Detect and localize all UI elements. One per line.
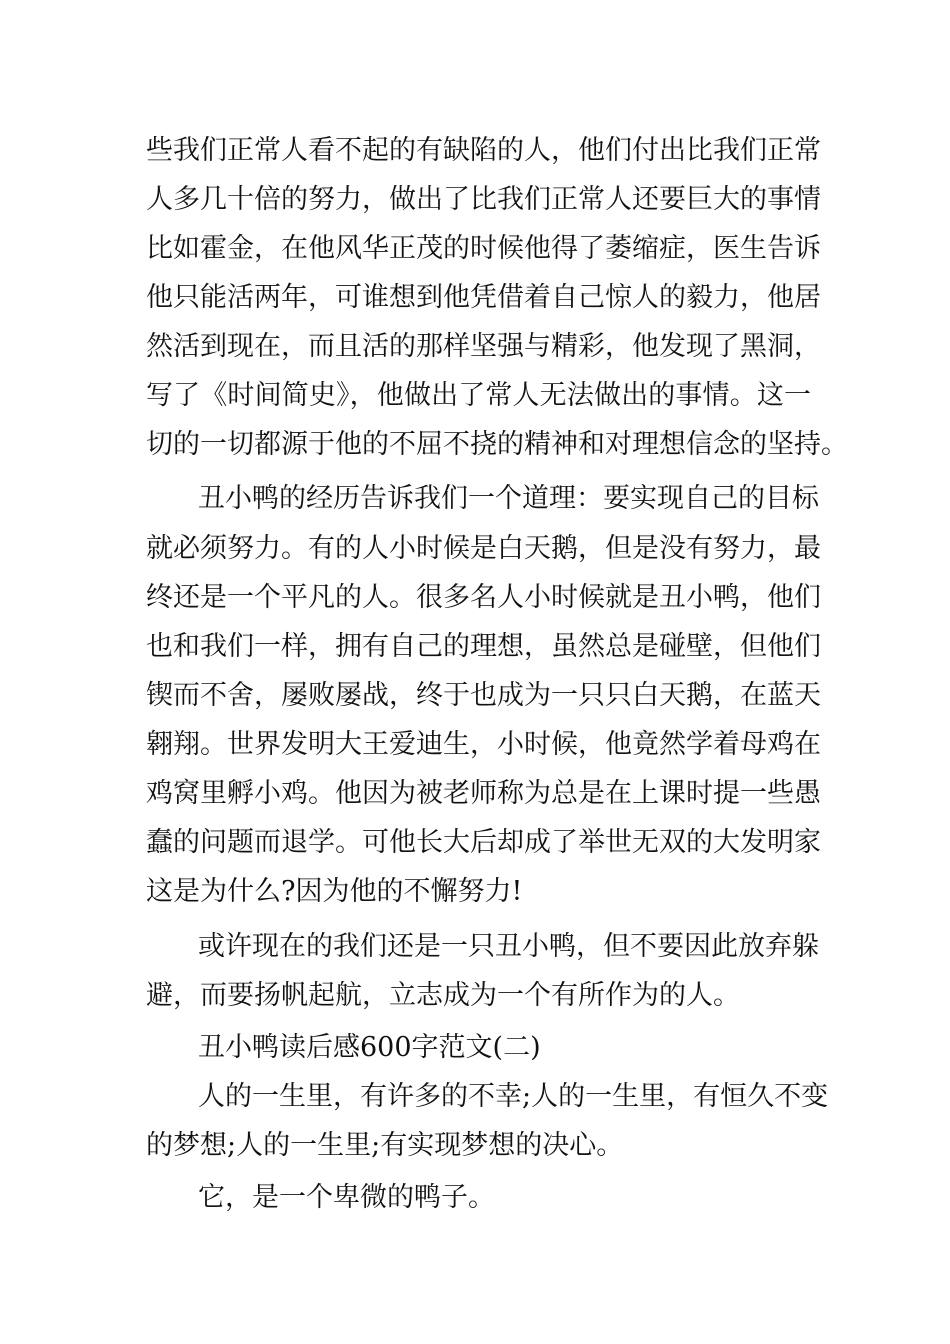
text-line: 写了《时间简史》，他做出了常人无法做出的事情。这一 xyxy=(146,380,811,411)
paragraph-first-line: 它，是一个卑微的鸭子。 xyxy=(198,1182,495,1213)
paragraph-first-line: 或许现在的我们还是一只丑小鸭，但不要因此放弃躲 xyxy=(198,931,819,962)
text-line: 锲而不舍，屡败屡战，终于也成为一只只白天鹅，在蓝天 xyxy=(146,680,821,711)
text-line: 人多几十倍的努力，做出了比我们正常人还要巨大的事情 xyxy=(146,184,821,215)
section-heading: 丑小鸭读后感600字范文(二) xyxy=(198,1032,541,1063)
paragraph-first-line: 人的一生里，有许多的不幸;人的一生里，有恒久不变 xyxy=(198,1081,829,1112)
text-line: 然活到现在，而且活的那样坚强与精彩，他发现了黑洞， xyxy=(146,331,821,362)
text-line: 的梦想;人的一生里;有实现梦想的决心。 xyxy=(146,1130,624,1161)
text-line: 些我们正常人看不起的有缺陷的人，他们付出比我们正常 xyxy=(146,135,821,166)
text-line: 终还是一个平凡的人。很多名人小时候就是丑小鸭，他们 xyxy=(146,582,821,613)
text-line: 切的一切都源于他的不屈不挠的精神和对理想信念的坚持。 xyxy=(146,429,848,460)
text-line: 鸡窝里孵小鸡。他因为被老师称为总是在上课时提一些愚 xyxy=(146,778,821,809)
text-line: 他只能活两年，可谁想到他凭借着自己惊人的毅力，他居 xyxy=(146,282,821,313)
text-line: 也和我们一样，拥有自己的理想，虽然总是碰壁，但他们 xyxy=(146,631,821,662)
paragraph-first-line: 丑小鸭的经历告诉我们一个道理：要实现自己的目标 xyxy=(198,483,819,514)
text-line: 翱翔。世界发明大王爱迪生，小时候，他竟然学着母鸡在 xyxy=(146,729,821,760)
text-line: 避，而要扬帆起航，立志成为一个有所作为的人。 xyxy=(146,980,740,1011)
text-line: 就必须努力。有的人小时候是白天鹅，但是没有努力，最 xyxy=(146,533,821,564)
text-line: 这是为什么?因为他的不懈努力! xyxy=(146,876,523,907)
text-line: 比如霍金，在他风华正茂的时候他得了萎缩症，医生告诉 xyxy=(146,233,821,264)
text-line: 蠢的问题而退学。可他长大后却成了举世无双的大发明家 xyxy=(146,827,821,858)
